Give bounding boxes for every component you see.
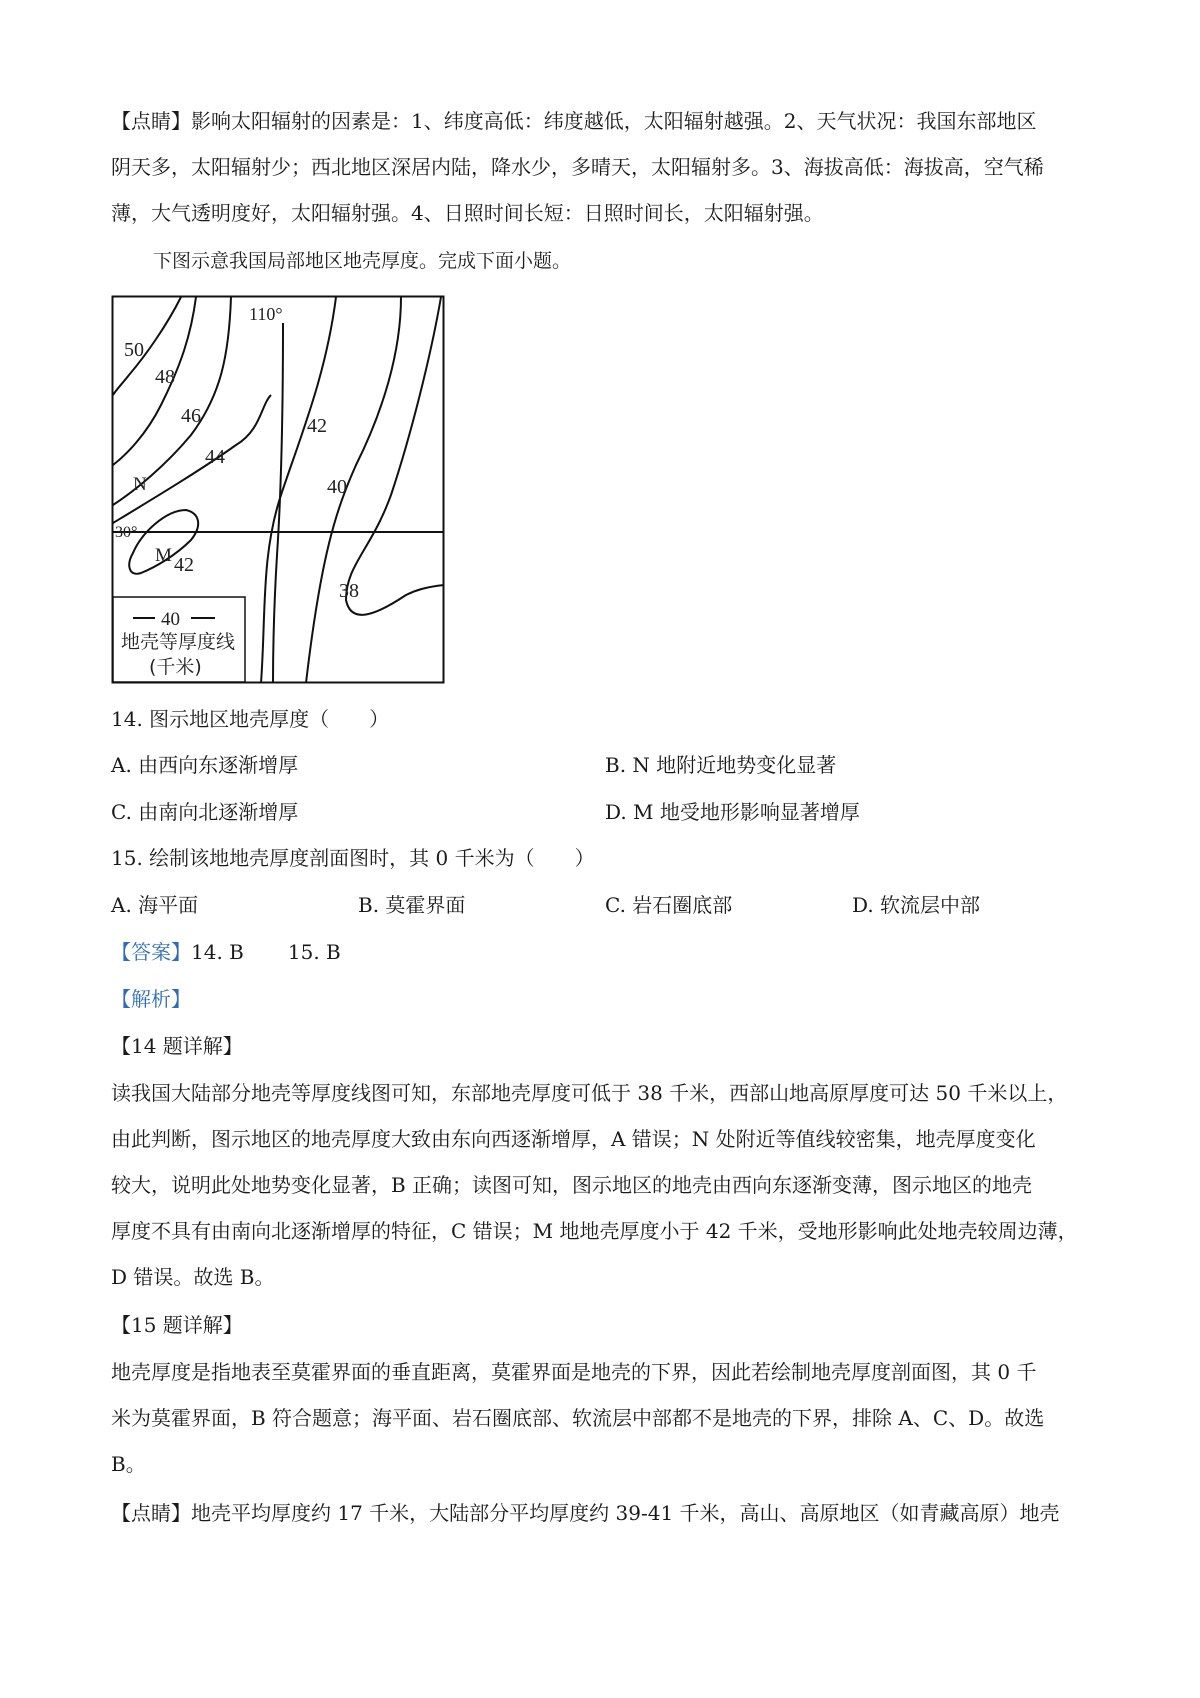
q15-option-d: D. 软流层中部 — [852, 893, 981, 917]
q15-option-c: C. 岩石圈底部 — [605, 893, 733, 917]
label-point-m: M — [155, 545, 172, 566]
d14-line-1: 读我国大陆部分地壳等厚度线图可知，东部地壳厚度可低于 38 千米，西部山地高原厚度可达 50 千米以上， — [111, 1081, 1068, 1105]
q14-option-b: B. N 地附近地势变化显著 — [605, 753, 837, 777]
isoline-46 — [113, 297, 231, 505]
answer-14: 14. B — [191, 940, 244, 964]
d15-line-3: B。 — [111, 1452, 146, 1476]
label-110-degree: 110° — [249, 304, 283, 324]
dianjing-line-2: 阴天多，太阳辐射少；西北地区深居内陆，降水少，多晴天，太阳辐射多。3、海拔高低：海拔高，空气稀 — [111, 155, 1044, 179]
d14-line-5: D 错误。故选 B。 — [111, 1265, 275, 1289]
label-42-m: 42 — [174, 554, 194, 576]
d15-paragraph — [111, 1349, 1101, 1487]
d15-line-2: 米为莫霍界面，B 符合题意；海平面、岩石圈底部、软流层中部都不是地壳的下界，排除 A、C、D。故选 — [111, 1406, 1045, 1430]
d15-tag: 【15 题详解】 — [111, 1313, 243, 1337]
d14-line-3: 较大，说明此处地势变化显著，B 正确；读图可知，图示地区的地壳由西向东逐渐变薄，图示地区的地壳 — [111, 1173, 1033, 1197]
label-46: 46 — [181, 405, 201, 427]
q15-stem: 15. 绘制该地地壳厚度剖面图时，其 0 千米为（ ） — [111, 846, 595, 870]
d14-line-4: 厚度不具有由南向北逐渐增厚的特征，C 错误；M 地地壳厚度小于 42 千米，受地形影响此处地壳较周边薄， — [111, 1219, 1078, 1243]
question-intro: 下图示意我国局部地区地壳厚度。完成下面小题。 — [153, 250, 572, 272]
label-40: 40 — [327, 476, 347, 498]
d14-line-2: 由此判断，图示地区的地壳厚度大致由东向西逐渐增厚，A 错误；N 处附近等值线较密集，地壳厚度变化 — [111, 1127, 1036, 1151]
isoline-42-east — [261, 297, 336, 683]
d15-line-1: 地壳厚度是指地表至莫霍界面的垂直距离，莫霍界面是地壳的下界，因此若绘制地壳厚度剖面图，其 0 千 — [111, 1360, 1037, 1384]
label-50: 50 — [124, 339, 144, 361]
label-30-degree: 30° — [115, 524, 138, 541]
dianjing2-tag: 【点睛】 — [111, 1501, 191, 1525]
dianjing-tag: 【点睛】 — [111, 109, 191, 133]
dianjing-paragraph-1 — [111, 98, 1101, 236]
q14-stem: 14. 图示地区地壳厚度（ ） — [111, 707, 390, 731]
legend-value: 40 — [161, 609, 180, 630]
q14-option-d: D. M 地受地形影响显著增厚 — [605, 800, 860, 824]
dianjing-line-1: 影响太阳辐射的因素是：1、纬度高低：纬度越低，太阳辐射越强。2、天气状况：我国东部地区 — [191, 109, 1037, 133]
answer-tag: 【答案】 — [111, 940, 191, 964]
label-44: 44 — [205, 446, 225, 468]
label-48: 48 — [155, 366, 175, 388]
q15-option-a: A. 海平面 — [111, 893, 199, 917]
d14-tag: 【14 题详解】 — [111, 1034, 243, 1058]
dianjing-paragraph-2 — [111, 1490, 1101, 1536]
q14-option-a: A. 由西向东逐渐增厚 — [111, 753, 299, 777]
q14-option-c: C. 由南向北逐渐增厚 — [111, 800, 299, 824]
answer-line — [111, 937, 341, 967]
label-42-east: 42 — [307, 415, 327, 437]
answer-15: 15. B — [287, 940, 341, 964]
isoline-40 — [306, 297, 401, 683]
q15-option-b: B. 莫霍界面 — [358, 893, 466, 917]
d14-paragraph — [111, 1070, 1101, 1300]
analysis-tag: 【解析】 — [111, 987, 191, 1011]
dianjing-line-3: 薄，大气透明度好，太阳辐射强。4、日照时间长短：日照时间长，太阳辐射强。 — [111, 201, 824, 225]
label-point-n: N — [133, 474, 147, 495]
label-38: 38 — [339, 580, 359, 602]
crust-thickness-map — [111, 295, 446, 685]
legend-unit: (千米) — [149, 656, 202, 678]
legend-title: 地壳等厚度线 — [121, 631, 236, 653]
dianjing2-line: 地壳平均厚度约 17 千米，大陆部分平均厚度约 39-41 千米，高山、高原地区（如青藏高原）地壳 — [191, 1501, 1060, 1525]
